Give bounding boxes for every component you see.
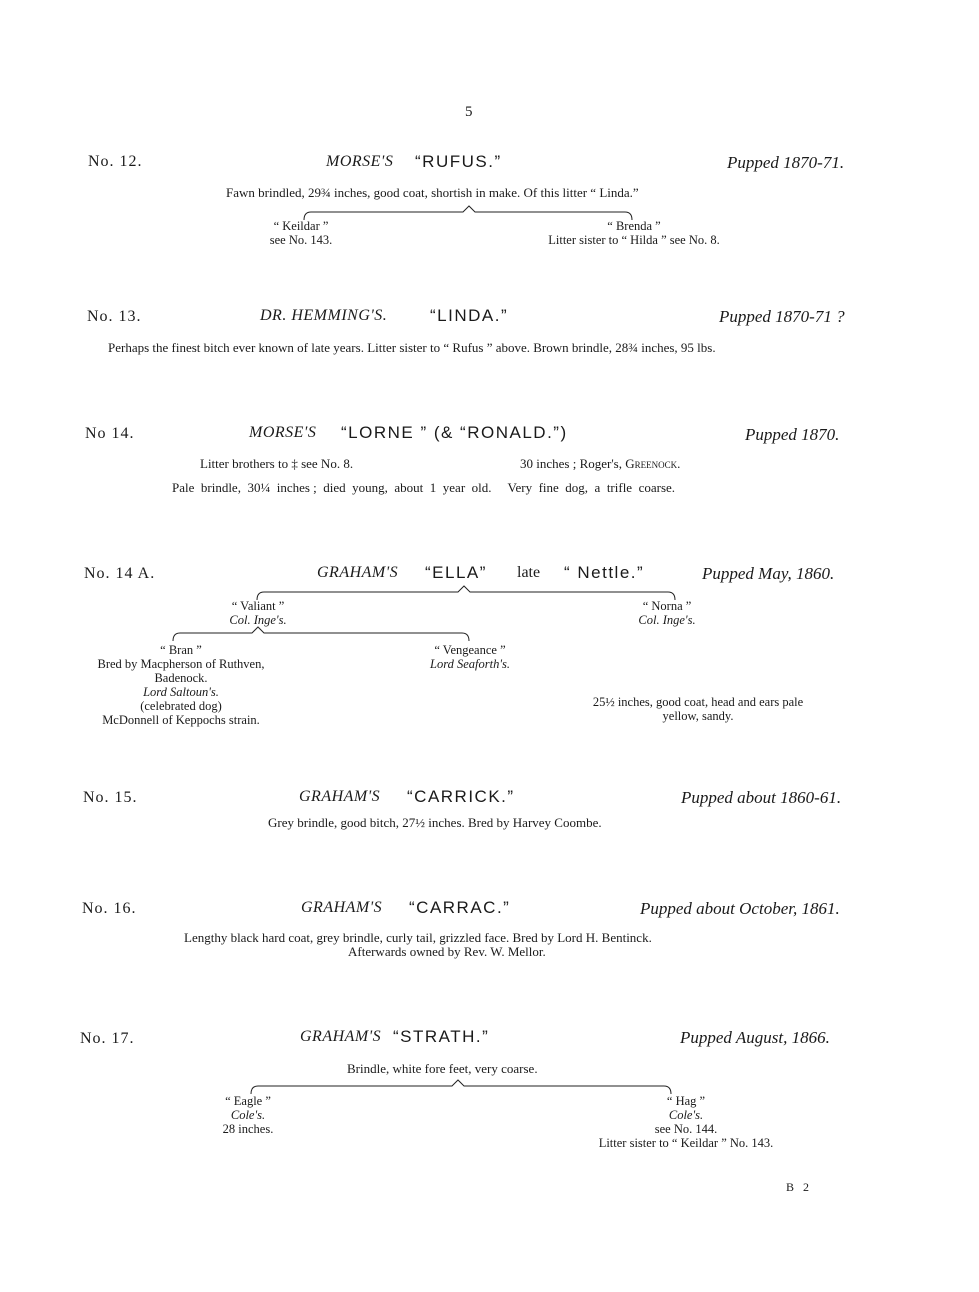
pupped-date: Pupped August, 1866. — [680, 1028, 830, 1047]
breeder-text: 30 inches ; Roger's, — [520, 456, 626, 471]
granddam — [414, 643, 526, 671]
dam-name: “ Hag ” — [666, 1094, 706, 1108]
grandsire-line: McDonnell of Keppochs strain. — [102, 713, 260, 727]
entry-number: No. 15. — [83, 789, 138, 806]
description-note: Afterwards owned by Rev. W. Mellor. — [348, 944, 546, 959]
entry-number: No. 17. — [80, 1030, 135, 1047]
granddam-owner: Lord Seaforth's. — [430, 657, 510, 671]
dam-name: “ Norna ” — [642, 599, 692, 613]
dam — [622, 599, 712, 627]
pupped-date: Pupped 1870. — [745, 425, 840, 444]
sire-owner: Cole's. — [230, 1108, 266, 1122]
former-name: “ Nettle.” — [564, 563, 645, 582]
dam — [574, 1094, 798, 1150]
owner-name: MORSE'S — [326, 153, 394, 170]
grandsire-line: Badenock. — [154, 671, 208, 685]
dog-name: “CARRAC.” — [409, 898, 511, 917]
grandsire-name: “ Bran ” — [160, 643, 202, 657]
entry-number: No. 12. — [88, 153, 143, 170]
dam-owner: Cole's. — [668, 1108, 704, 1122]
description-breeder — [520, 456, 680, 472]
description: Lengthy black hard coat, grey brindle, curly tail, grizzled face. Bred by Lord H. Bentinck. — [184, 930, 652, 945]
description — [562, 695, 834, 723]
dam-name: “ Brenda ” — [607, 219, 661, 233]
grandsire — [75, 643, 287, 727]
grandsire-line: (celebrated dog) — [140, 699, 222, 713]
sire — [256, 219, 346, 247]
dam-owner: Col. Inge's. — [638, 613, 696, 627]
owner-name: GRAHAM'S — [301, 899, 383, 916]
description-litter: Litter brothers to ‡ see No. 8. — [200, 456, 354, 471]
dog-name: “STRATH.” — [393, 1027, 490, 1046]
sire — [208, 599, 308, 627]
owner-name: GRAHAM'S — [317, 564, 399, 581]
page-number: 5 — [465, 104, 473, 120]
dog-name: “RUFUS.” — [415, 152, 502, 171]
pupped-date: Pupped about 1860-61. — [681, 788, 842, 807]
sire-note: 28 inches. — [222, 1122, 274, 1136]
owner-name: GRAHAM'S — [299, 788, 381, 805]
sire-name: “ Valiant ” — [231, 599, 285, 613]
grandsire-line: Bred by Macpherson of Ruthven, — [97, 657, 265, 671]
owner-name: DR. HEMMING'S. — [260, 307, 388, 324]
late-label: late — [517, 564, 541, 581]
description: Grey brindle, good bitch, 27½ inches. Bred by Harvey Coombe. — [268, 815, 602, 830]
owner-name: MORSE'S — [249, 424, 317, 441]
dog-name: “CARRICK.” — [407, 787, 515, 806]
breeder-place: Greenock. — [625, 456, 681, 471]
dam-note: Litter sister to “ Keildar ” No. 143. — [598, 1136, 774, 1150]
pupped-date: Pupped 1870-71 ? — [719, 307, 845, 326]
dog-name: “LINDA.” — [430, 306, 509, 325]
signature-mark: B 2 — [786, 1180, 813, 1194]
description: Perhaps the finest bitch ever known of late years. Litter sister to “ Rufus ” above. Brown brindle, 28¾ inches, 95 lbs. — [108, 340, 716, 355]
description-line: 25½ inches, good coat, head and ears pale — [592, 695, 804, 709]
entry-number: No. 13. — [87, 308, 142, 325]
pedigree-brace — [250, 1080, 672, 1094]
description-line: yellow, sandy. — [662, 709, 734, 723]
dog-name: “LORNE ” (& “RONALD.”) — [341, 423, 568, 442]
owner-name: GRAHAM'S — [300, 1028, 382, 1045]
pedigree-brace — [303, 206, 633, 220]
pedigree-brace — [256, 586, 676, 600]
pupped-date: Pupped about October, 1861. — [640, 899, 840, 918]
dam-note: Litter sister to “ Hilda ” see No. 8. — [548, 233, 720, 247]
dog-name: “ELLA” — [425, 563, 487, 582]
sire-name: “ Keildar ” — [273, 219, 329, 233]
description: Brindle, white fore feet, very coarse. — [347, 1061, 538, 1076]
entry-number: No 14. — [85, 425, 135, 442]
pupped-date: Pupped 1870-71. — [727, 153, 845, 172]
grandsire-owner: Lord Saltoun's. — [143, 685, 219, 699]
pedigree-brace-sire — [172, 627, 470, 641]
sire-owner: Col. Inge's. — [229, 613, 287, 627]
description: Fawn brindled, 29¾ inches, good coat, shortish in make. Of this litter “ Linda.” — [226, 185, 639, 200]
dam-note: see No. 144. — [654, 1122, 718, 1136]
entry-number: No. 16. — [82, 900, 137, 917]
granddam-name: “ Vengeance ” — [434, 643, 506, 657]
entry-number: No. 14 A. — [84, 565, 156, 582]
description: Pale brindle, 30¼ inches ; died young, about 1 year old. Very fine dog, a trifle coarse. — [172, 480, 676, 495]
sire — [212, 1094, 284, 1136]
pupped-date: Pupped May, 1860. — [702, 564, 835, 583]
sire-note: see No. 143. — [269, 233, 333, 247]
sire-name: “ Eagle ” — [225, 1094, 271, 1108]
dam — [520, 219, 748, 247]
